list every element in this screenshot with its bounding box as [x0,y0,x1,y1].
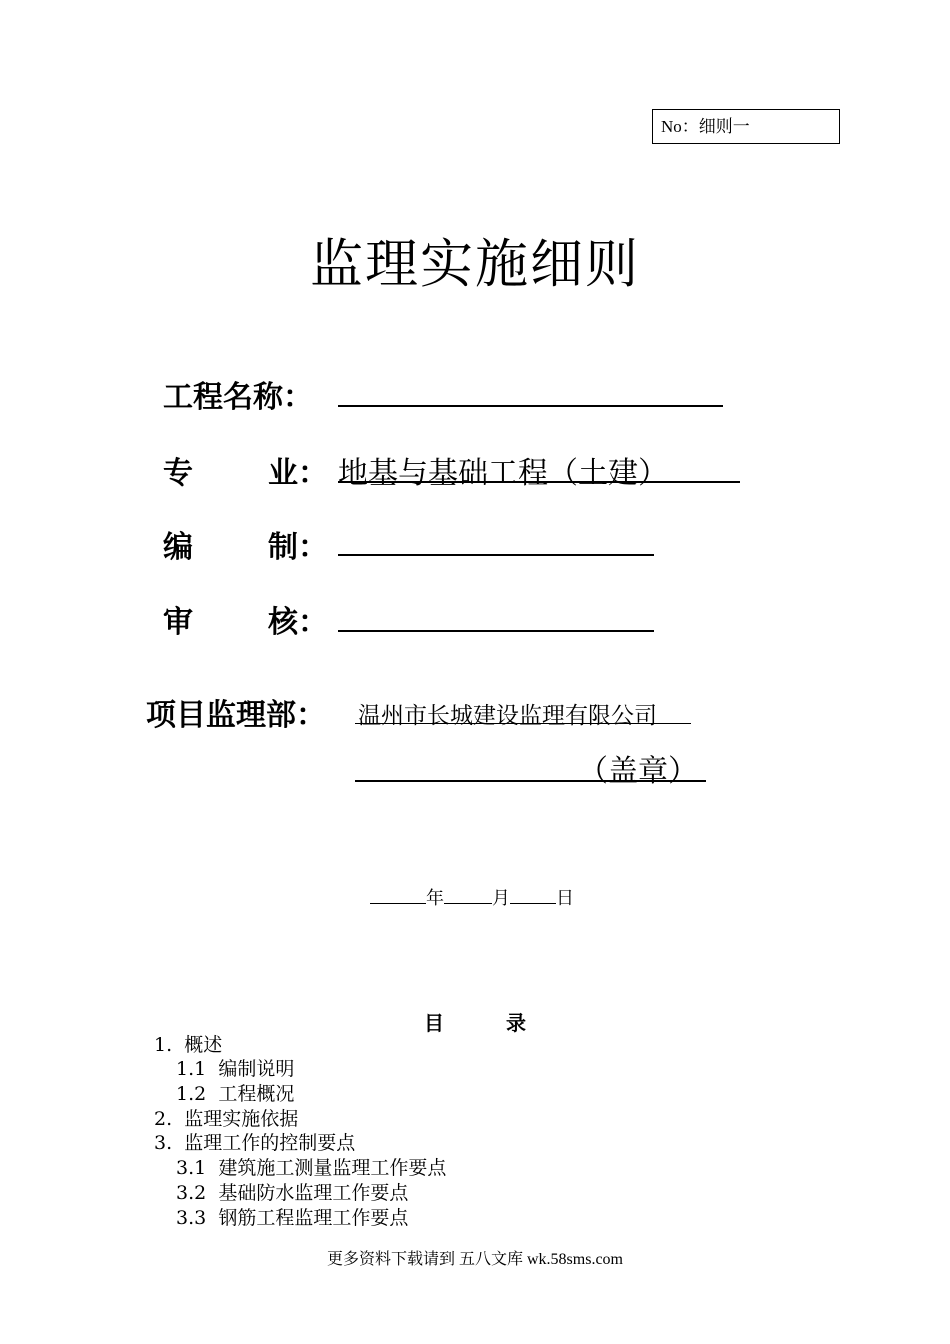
dept-label: 项目监理部： [146,698,326,733]
toc-item-number: 3.3 [176,1207,207,1229]
toc-item-text: 监理工作的控制要点 [184,1132,356,1154]
toc-item-text: 概述 [184,1034,223,1056]
seal-label: （盖章） [578,754,698,789]
toc-item [176,1206,408,1230]
toc-item-text: 监理实施依据 [184,1108,299,1130]
toc-item [154,1107,298,1131]
day-label: 日 [556,888,574,908]
toc-item-number: 1.2 [176,1083,207,1105]
specialty-label-first: 专 [163,456,193,491]
seal-line [355,780,706,782]
month-label: 月 [492,888,510,908]
reviewed-label-second: 核： [268,605,328,640]
toc-item-text: 工程概况 [218,1083,295,1105]
toc-item [154,1033,222,1057]
specialty-value: 地基与基础工程（土建） [338,456,668,491]
toc-item-text: 基础防水监理工作要点 [218,1182,409,1204]
toc-heading [0,1007,950,1036]
toc-item-number: 1. [154,1034,173,1056]
toc-item [176,1082,294,1106]
toc-item-text: 建筑施工测量监理工作要点 [218,1157,447,1179]
month-blank [444,887,492,904]
toc-item-text: 编制说明 [218,1058,295,1080]
reviewed-label-first: 审 [163,605,193,640]
toc-heading-first: 目 [424,1011,444,1035]
toc-item-number: 3. [154,1132,173,1154]
specialty-label-second: 业： [268,456,328,491]
project-name-line [338,405,723,407]
toc-heading-second: 录 [506,1011,526,1035]
document-number: No：细则一 [661,117,750,136]
company-line [355,723,691,724]
toc-item-text: 钢筋工程监理工作要点 [218,1207,409,1229]
toc-item [176,1156,446,1180]
compiled-label-second: 制： [268,530,328,565]
reviewed-line [338,630,654,632]
page-title: 监理实施细则 [310,234,640,295]
company-name: 温州市长城建设监理有限公司 [358,703,657,729]
document-number-box [652,109,840,144]
compiled-line [338,554,654,556]
year-label: 年 [426,888,444,908]
toc-item [176,1057,294,1081]
toc-item-number: 1.1 [176,1058,207,1080]
toc-item [154,1131,355,1155]
toc-item-number: 2. [154,1108,173,1130]
toc-item-number: 3.1 [176,1157,207,1179]
specialty-line [338,481,740,483]
footer-note: 更多资料下载请到 五八文库 wk.58sms.com [326,1251,623,1268]
day-blank [510,887,556,904]
project-name-label: 工程名称： [163,380,313,415]
year-blank [370,887,426,904]
date-line [370,884,574,910]
toc-item [176,1181,408,1205]
toc-item-number: 3.2 [176,1182,207,1204]
compiled-label-first: 编 [163,530,193,565]
